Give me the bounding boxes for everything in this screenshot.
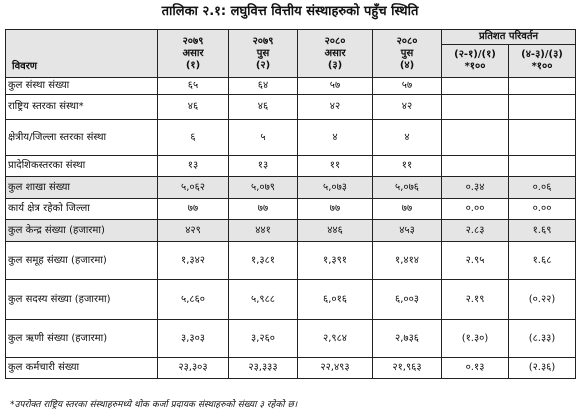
cell-value: ७७: [229, 199, 298, 220]
cell-value: ११: [298, 156, 373, 177]
pct-change-header: प्रतिशत परिवर्तन: [442, 30, 576, 45]
cell-value: ५,०७९: [229, 177, 298, 199]
cell-value: ६,००३: [373, 280, 442, 320]
cell-pct-2: १.६८: [509, 242, 576, 280]
cell-pct-1: ०.१३: [442, 358, 509, 379]
table-row: [6, 78, 576, 95]
cell-pct-1: ०.३४: [442, 177, 509, 199]
cell-value: ३,३०३: [158, 320, 229, 358]
cell-value: १,३४२: [158, 242, 229, 280]
pct-change-column-header: (२-१)/(१) *१००: [442, 45, 509, 78]
cell-value: २३,३०३: [158, 358, 229, 379]
cell-pct-1: [442, 95, 509, 120]
row-label: कुल समूह संख्या (हजारमा): [6, 242, 158, 280]
access-status-table: [5, 29, 576, 379]
cell-value: ६: [158, 120, 229, 156]
row-label: कुल ऋणी संख्या (हजारमा): [6, 320, 158, 358]
table-row: [6, 199, 576, 220]
column-header: २०७९ असार (१): [158, 30, 229, 78]
cell-value: ६,०१६: [298, 280, 373, 320]
table-row: [6, 95, 576, 120]
table-row: [6, 320, 576, 358]
cell-value: ४: [298, 120, 373, 156]
cell-value: ५,०७३: [298, 177, 373, 199]
row-label: कुल संस्था संख्या: [6, 78, 158, 95]
cell-value: २१,९६३: [373, 358, 442, 379]
table-row: [6, 177, 576, 199]
cell-value: ६४: [229, 78, 298, 95]
cell-value: ५,९८८: [229, 280, 298, 320]
cell-pct-1: २.९५: [442, 242, 509, 280]
cell-value: ४६: [229, 95, 298, 120]
row-label: कुल कर्मचारी संख्या: [6, 358, 158, 379]
row-label: कुल केन्द्र संख्या (हजारमा): [6, 220, 158, 242]
cell-pct-2: [509, 78, 576, 95]
cell-value: ५,०७६: [373, 177, 442, 199]
footnote: *उपरोक्त राष्ट्रिय स्तरका संस्थाहरुमध्ये थोक कर्जा प्रदायक संस्थाहरुको संख्या ३ रहेको छ।: [10, 400, 298, 410]
row-label: क्षेत्रीय/जिल्ला स्तरका संस्था: [6, 120, 158, 156]
cell-value: ४२९: [158, 220, 229, 242]
table-title: तालिका २.१: लघुवित्त वित्तीय संस्थाहरुको पहुँच स्थिति: [161, 4, 419, 19]
row-label: कार्य क्षेत्र रहेको जिल्ला: [6, 199, 158, 220]
table-row: [6, 156, 576, 177]
cell-value: ४२: [298, 95, 373, 120]
cell-value: १,४१४: [373, 242, 442, 280]
cell-pct-2: [509, 120, 576, 156]
cell-value: २३,३३३: [229, 358, 298, 379]
table-row: [6, 280, 576, 320]
cell-value: ११: [373, 156, 442, 177]
table-row: [6, 242, 576, 280]
cell-value: ४४६: [298, 220, 373, 242]
cell-value: २,९८४: [298, 320, 373, 358]
row-label: कुल सदस्य संख्या (हजारमा): [6, 280, 158, 320]
cell-value: ६५: [158, 78, 229, 95]
cell-pct-1: [442, 120, 509, 156]
cell-pct-1: (१.३०): [442, 320, 509, 358]
pct-change-column-header: (४-३)/(३) *१००: [509, 45, 576, 78]
cell-value: १,३९१: [298, 242, 373, 280]
row-label: राष्ट्रिय स्तरका संस्था*: [6, 95, 158, 120]
header-label: विवरण: [6, 30, 158, 78]
cell-value: ५: [229, 120, 298, 156]
cell-pct-2: (०.२२): [509, 280, 576, 320]
cell-value: ४: [373, 120, 442, 156]
cell-pct-1: २.१९: [442, 280, 509, 320]
column-header: २०८० असार (३): [298, 30, 373, 78]
cell-value: ३,२६०: [229, 320, 298, 358]
table-row: [6, 220, 576, 242]
cell-pct-1: ०.००: [442, 199, 509, 220]
column-header: २०७९ पुस (२): [229, 30, 298, 78]
cell-value: ५७: [298, 78, 373, 95]
table-row: [6, 120, 576, 156]
cell-pct-2: १.६९: [509, 220, 576, 242]
cell-pct-2: ०.००: [509, 199, 576, 220]
cell-value: ७७: [373, 199, 442, 220]
cell-pct-2: [509, 95, 576, 120]
cell-pct-1: २.८३: [442, 220, 509, 242]
cell-value: ४२: [373, 95, 442, 120]
row-label: कुल शाखा संख्या: [6, 177, 158, 199]
cell-value: ४६: [158, 95, 229, 120]
cell-value: १३: [158, 156, 229, 177]
cell-pct-1: [442, 78, 509, 95]
column-header: २०८० पुस (४): [373, 30, 442, 78]
cell-value: ७७: [158, 199, 229, 220]
cell-value: २,७३६: [373, 320, 442, 358]
cell-pct-1: [442, 156, 509, 177]
table-row: [6, 358, 576, 379]
row-label: प्रादेशिकस्तरका संस्था: [6, 156, 158, 177]
cell-value: २२,४९३: [298, 358, 373, 379]
cell-value: ४४१: [229, 220, 298, 242]
cell-value: ५७: [373, 78, 442, 95]
cell-value: १,३८१: [229, 242, 298, 280]
cell-pct-2: (२.३६): [509, 358, 576, 379]
cell-pct-2: ०.०६: [509, 177, 576, 199]
cell-value: १३: [229, 156, 298, 177]
cell-pct-2: (८.३३): [509, 320, 576, 358]
cell-value: ७७: [298, 199, 373, 220]
cell-pct-2: [509, 156, 576, 177]
cell-value: ५,८६०: [158, 280, 229, 320]
cell-value: ५,०६२: [158, 177, 229, 199]
cell-value: ४५३: [373, 220, 442, 242]
